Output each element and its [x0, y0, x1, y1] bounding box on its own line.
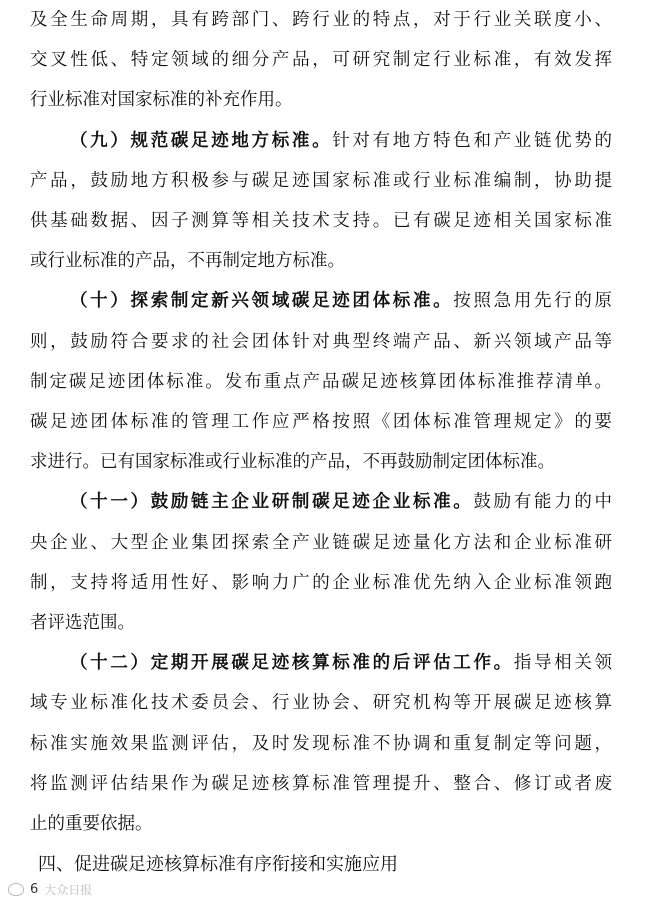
paragraph-first-line: （十一）鼓励链主企业研制碳足迹企业标准。鼓励有能力的中	[70, 492, 613, 513]
page-number: 6	[30, 881, 39, 897]
body-line: 止的重要依据。	[30, 814, 153, 834]
body-line: 者评选范围。	[30, 613, 135, 633]
paragraph-first-line: （九）规范碳足迹地方标准。针对有地方特色和产业链优势的	[70, 130, 612, 151]
weibo-icon	[8, 883, 24, 896]
body-line: 行业标准对国家标准的补充作用。	[30, 90, 293, 111]
body-line: 将监测评估结果作为碳足迹核算标准管理提升、整合、修订或者废	[30, 773, 612, 794]
page-footer	[8, 878, 92, 900]
body-line: 供基础数据、因子测算等相关技术支持。已有碳足迹相关国家标准	[30, 211, 612, 231]
paragraph-lead: （九）规范碳足迹地方标准。	[70, 130, 333, 151]
body-line: 制，支持将适用性好、影响力广的企业标准优先纳入企业标准领跑	[30, 572, 612, 593]
body-line: 求进行。已有国家标准或行业标准的产品，不再鼓励制定团体标准。	[30, 452, 555, 473]
body-line: 碳足迹团体标准的管理工作应严格按照《团体标准管理规定》的要	[30, 412, 612, 432]
body-line: 制定碳足迹团体标准。发布重点产品碳足迹核算团体标准推荐清单。	[30, 371, 612, 392]
paragraph-first-line: （十二）定期开展碳足迹核算标准的后评估工作。指导相关领	[70, 653, 613, 674]
body-line: 则，鼓励符合要求的社会团体针对典型终端产品、新兴领域产品等	[30, 331, 612, 352]
body-line: 或行业标准的产品，不再制定地方标准。	[30, 251, 345, 272]
body-line: 域专业标准化技术委员会、行业协会、研究机构等开展碳足迹核算	[30, 693, 612, 714]
paragraph-first-line: （十）探索制定新兴领域碳足迹团体标准。按照急用先行的原	[70, 291, 613, 312]
body-line: 交叉性低、特定领域的细分产品，可研究制定行业标准，有效发挥	[30, 50, 612, 71]
body-line: 央企业、大型企业集团探索全产业链碳足迹量化方法和企业标准研	[30, 532, 612, 553]
watermark-text: 大众日报	[44, 882, 93, 897]
paragraph-lead: （十一）鼓励链主企业研制碳足迹企业标准。	[70, 492, 474, 513]
body-line: 标准实施效果监测评估，及时发现标准不协调和重复制定等问题，	[30, 733, 612, 754]
section-heading: 四、促进碳足迹核算标准有序衔接和实施应用	[38, 854, 398, 876]
body-line: 产品，鼓励地方积极参与碳足迹国家标准或行业标准编制，协助提	[30, 170, 612, 191]
paragraph-lead: （十）探索制定新兴领域碳足迹团体标准。	[70, 291, 454, 312]
paragraph-lead: （十二）定期开展碳足迹核算标准的后评估工作。	[70, 653, 514, 674]
body-line: 及全生命周期，具有跨部门、跨行业的特点，对于行业关联度小、	[30, 10, 612, 30]
